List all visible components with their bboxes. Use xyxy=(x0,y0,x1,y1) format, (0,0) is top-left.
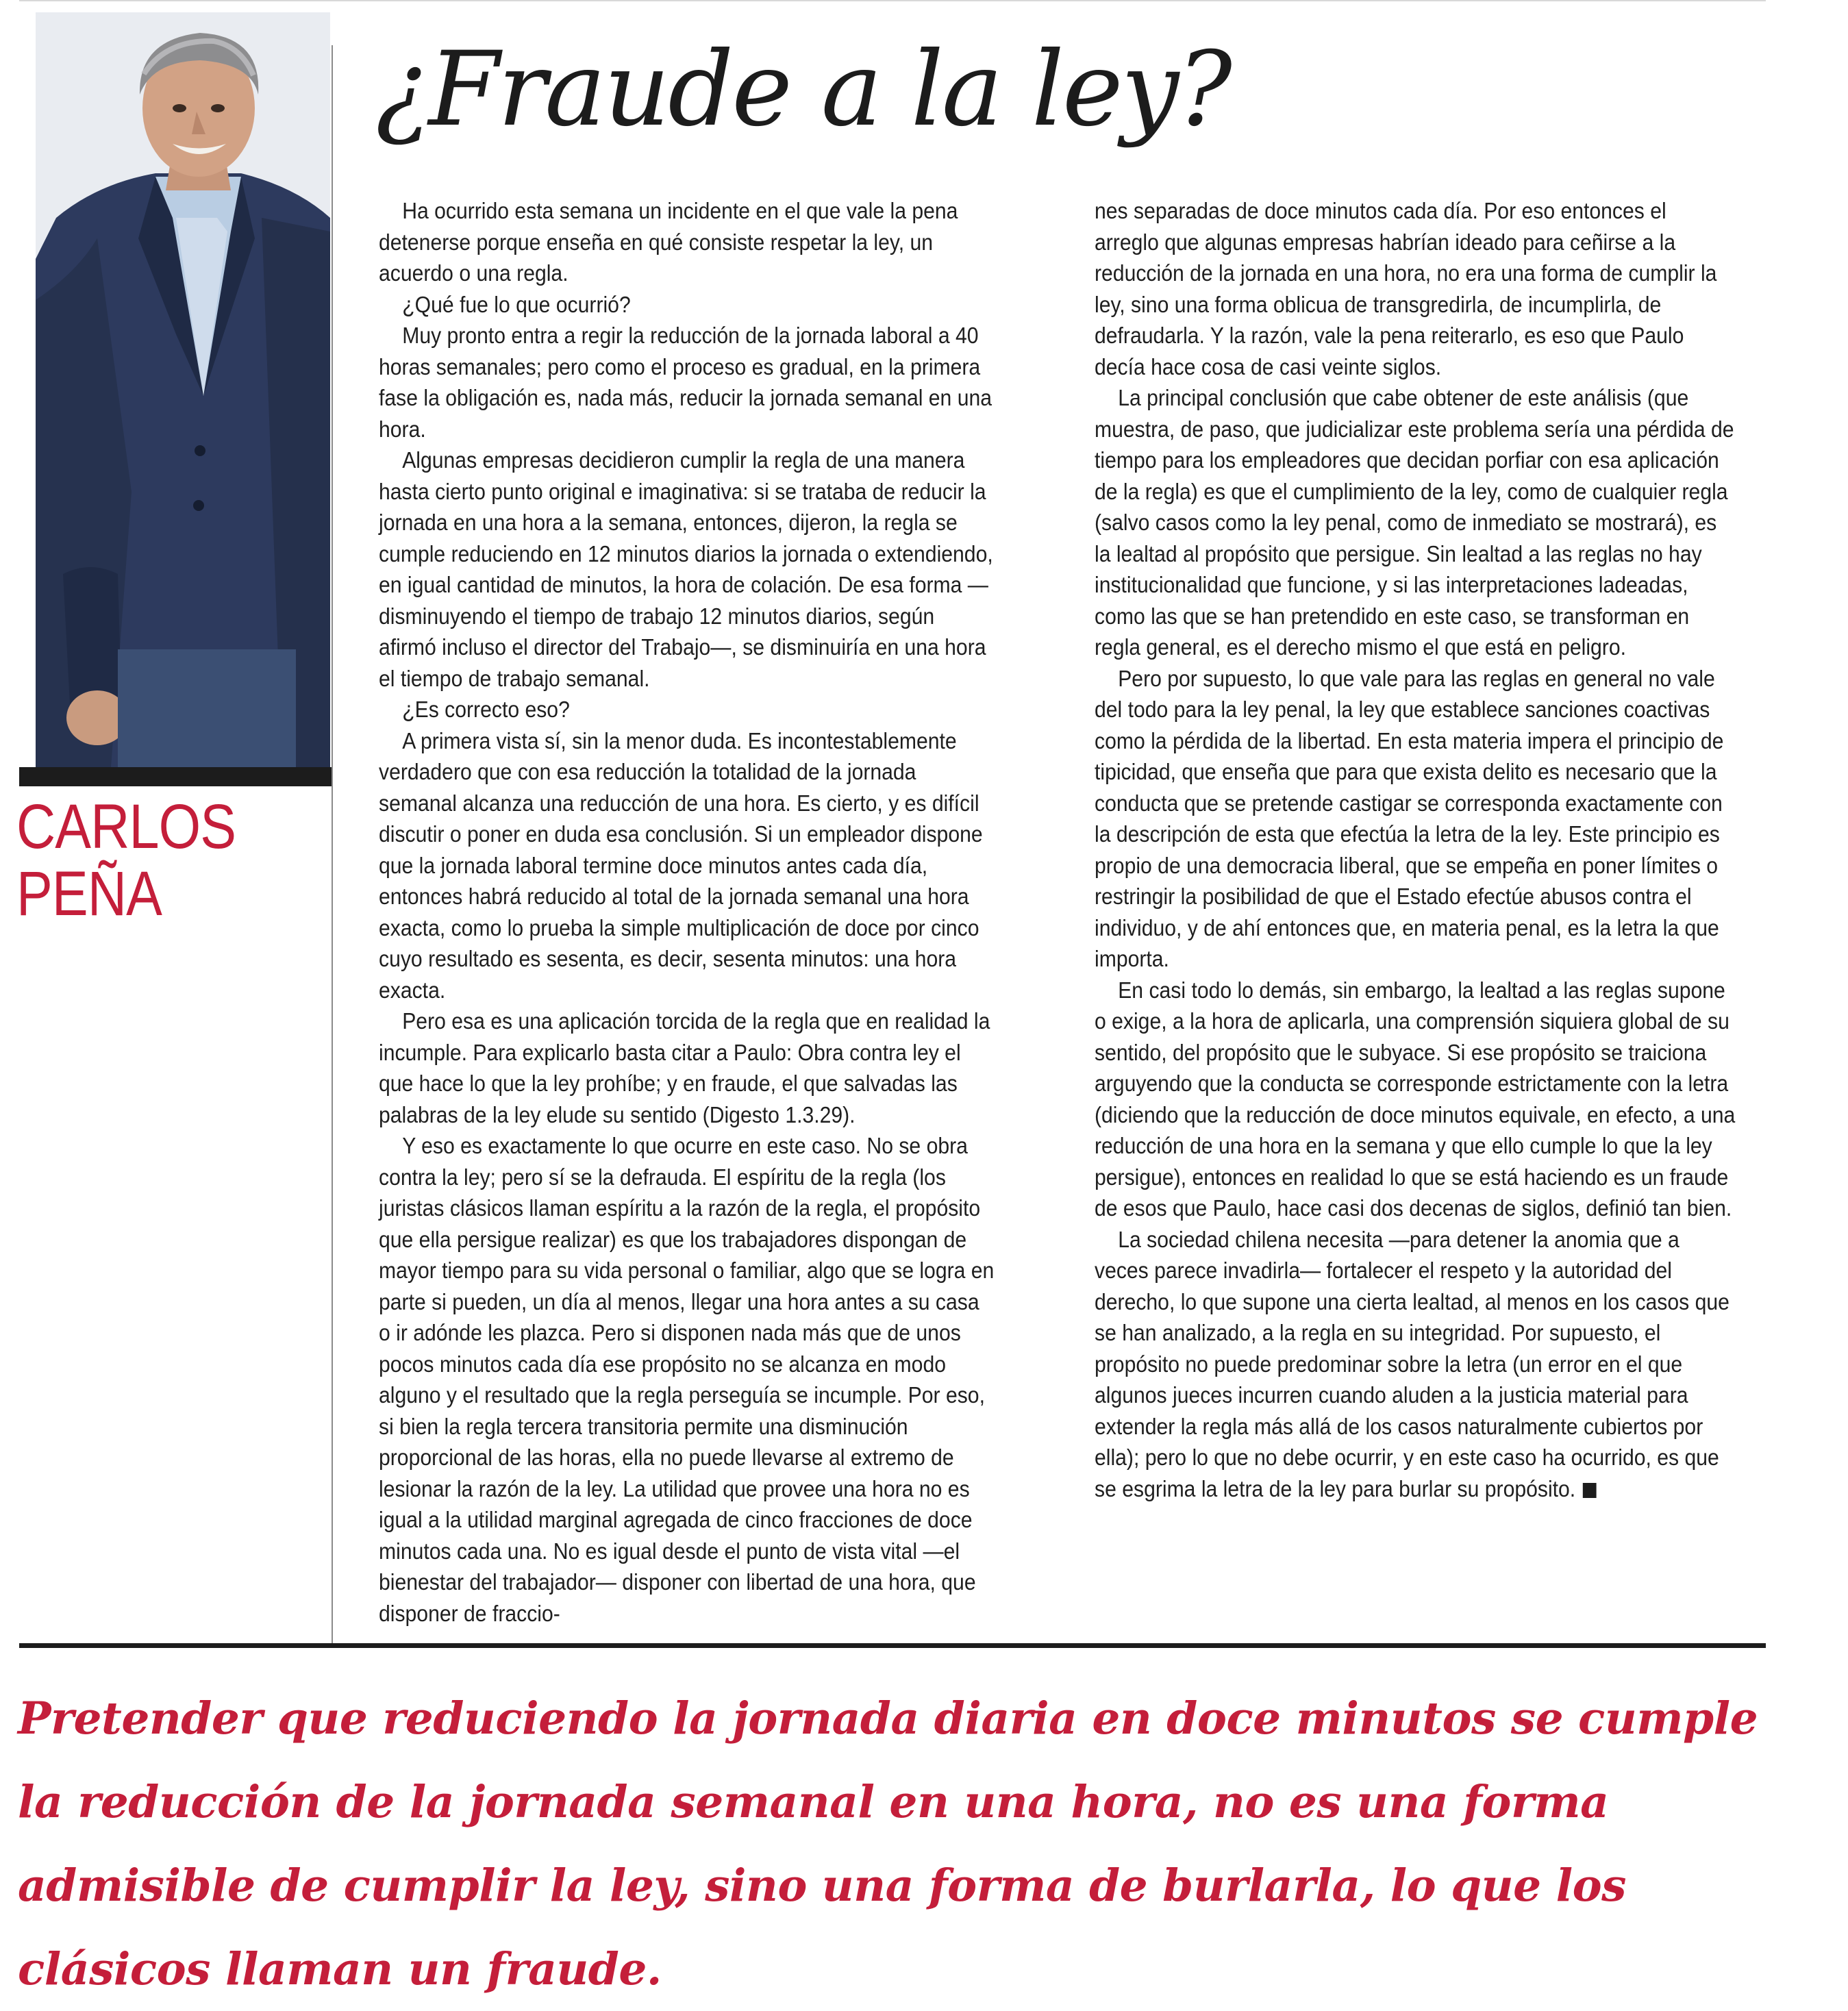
paragraph: Pero por supuesto, lo que vale para las reglas en general no vale del todo para la ley penal, la ley que establece sanciones coactivas como la pérdida de la libertad. En esta materia impera el principio de tipicidad, que enseña que para que exista delito es necesario que la conducta que se pretende castigar se corresponda exactamente con la descripción de esta que efectúa la letra de la ley. Este principio es propio de una democracia liberal, que se empeña en poner límites o restringir la posibilidad de que el Estado efectúe abusos contra el individuo, y de ahí entonces que, en materia penal, es la letra la que importa. xyxy=(1095,666,1724,972)
paragraph: La principal conclusión que cabe obtener de este análisis (que muestra, de paso, que judicializar este problema sería una pérdida de tiempo para los empleadores que decidan porfiar con esa aplicación de la regla) es que el cumplimiento de la ley, como de cualquier regla (salvo casos como la ley penal, como de inmediato se mostrará), es la lealtad al propósito que persigue. Sin lealtad a las reglas no hay institucionalidad que funcione, y si las interpretaciones ladeadas, como las que se han pretendido en este caso, se transforman en regla general, es el derecho mismo el que está en peligro. xyxy=(1095,386,1734,660)
author-first-name: CARLOS xyxy=(16,792,236,862)
pull-quote: Pretender que reduciendo la jornada diaria en doce minutos se cumple la reducción de la jornada semanal en una hora, no es una forma admisible de cumplir la ley, sino una forma de burlarla, lo que los clásicos llaman un fraude. xyxy=(18,1693,1758,1995)
body-column-2 xyxy=(1095,196,1736,1505)
paragraph: Pero esa es una aplicación torcida de la regla que en realidad la incumple. Para explicarlo basta citar a Paulo: Obra contra ley el que hace lo que la ley prohíbe; y en fraude, el que salvadas las palabras de la ley elude su sentido (Digesto 1.3.29). xyxy=(379,1009,990,1128)
paragraph: En casi todo lo demás, sin embargo, la lealtad a las reglas supone o exige, a la hora de aplicarla, una comprensión siquiera global de su sentido, del propósito que le subyace. Si ese propósito se traiciona arguyendo que la conducta se corresponde estrictamente con la letra (diciendo que la reducción de doce minutos equivale, en efecto, a una reducción de una hora en la semana y que ello cumple lo que la ley persigue), entonces en realidad lo que se está haciendo es un fraude de esos que Paulo, hace casi dos decenas de siglos, definió tan bien. xyxy=(1095,977,1736,1221)
pull-quote-rule xyxy=(19,1643,1766,1648)
paragraph: Y eso es exactamente lo que ocurre en este caso. No se obra contra la ley; pero sí se la defrauda. El espíritu de la regla (los juristas clásicos llaman espíritu a la razón de la regla, el propósito que ella persigue realizar) es que los trabajadores dispongan de mayor tiempo para su vida personal o familiar, algo que se logra en parte si pueden, un día al menos, llegar una hora antes a su casa o ir adónde les plazca. Pero si disponen nada más que de unos pocos minutos cada día ese propósito no se alcanza en modo alguno y el resultado que la regla perseguía se incumple. Por eso, si bien la regla tercera transitoria permite una disminución proporcional de las horas, ella no puede llevarse al extremo de lesionar la razón de la ley. La utilidad que provee una hora no es igual a la utilidad marginal agregada de cinco fracciones de doce minutos cada una. No es igual desde el punto de vista vital —el bienestar del trabajador— disponer con libertad de una hora, que disponer de fraccio- xyxy=(379,1134,995,1627)
body-column-1 xyxy=(379,196,995,1629)
paragraph-continuation: nes separadas de doce minutos cada día. Por eso entonces el arreglo que algunas empresas habrían ideado para ceñirse a la reducción de la jornada en una hora, no era una forma de cumplir la ley, sino una forma oblicua de transgredirla, de incumplirla, de defraudarla. Y la razón, vale la pena reiterarlo, es eso que Paulo decía hace cosa de casi veinte siglos. xyxy=(1095,199,1717,380)
author-name xyxy=(16,793,236,927)
paragraph: Algunas empresas decidieron cumplir la regla de una manera hasta cierto punto original e imaginativa: si se trataba de reducir la jornada en una hora a la semana, entonces, dijeron, la regla se cumple reduciendo en 12 minutos diarios la jornada o extendiendo, en igual cantidad de minutos, la hora de colación. De esa forma —disminuyendo el tiempo de trabajo 12 minutos diarios, según afirmó incluso el director del Trabajo—, se disminuiría en una hora el tiempo de trabajo semanal. xyxy=(379,448,993,692)
paragraph: Ha ocurrido esta semana un incidente en el que vale la pena detenerse porque enseña en qué consiste respetar la ley, un acuerdo o una regla. xyxy=(379,199,958,286)
top-rule xyxy=(19,0,1766,1)
paragraph: ¿Es correcto eso? xyxy=(402,697,570,723)
paragraph: A primera vista sí, sin la menor duda. Es incontestablemente verdadero que con esa reducción la totalidad de la jornada semanal alcanza una reducción de una hora. Es cierto, y es difícil discutir o poner en duda esa conclusión. Si un empleador dispone que la jornada laboral termine doce minutos antes cada día, entonces habrá reducido al total de la jornada semanal una hora exacta, como lo prueba la simple multiplicación de doce por cinco cuyo resultado es sesenta, es decir, sesenta minutos: una hora exacta. xyxy=(379,728,983,1003)
paragraph: Muy pronto entra a regir la reducción de la jornada laboral a 40 horas semanales; pero como el proceso es gradual, en la primera fase la obligación es, nada más, reducir la jornada semanal en una hora. xyxy=(379,323,992,442)
paragraph-final xyxy=(1095,1225,1736,1506)
author-last-name: PEÑA xyxy=(16,859,162,929)
paragraph: ¿Qué fue lo que ocurrió? xyxy=(402,292,631,318)
author-portrait-icon xyxy=(36,12,330,767)
column-divider xyxy=(332,45,333,1645)
author-photo xyxy=(36,12,330,767)
end-square-icon xyxy=(1583,1483,1597,1498)
headline: ¿Fraude a la ley? xyxy=(375,30,1230,149)
paragraph-final-text: La sociedad chilena necesita —para detener la anomia que a veces parece invadirla— fortalecer el respeto y la autoridad del derecho, lo que supone una cierta lealtad, al menos en los casos que se han analizado, a la regla en su integridad. Por supuesto, el propósito no puede predominar sobre la letra (un error en el que algunos jueces incurren cuando aluden a la justicia material para extender la regla más allá de los casos naturalmente cubiertos por ella); pero lo que no debe ocurrir, y en este caso ha ocurrido, es que se esgrima la letra de la ley para burlar su propósito. xyxy=(1095,1227,1730,1502)
photo-underline-bar xyxy=(19,767,332,786)
